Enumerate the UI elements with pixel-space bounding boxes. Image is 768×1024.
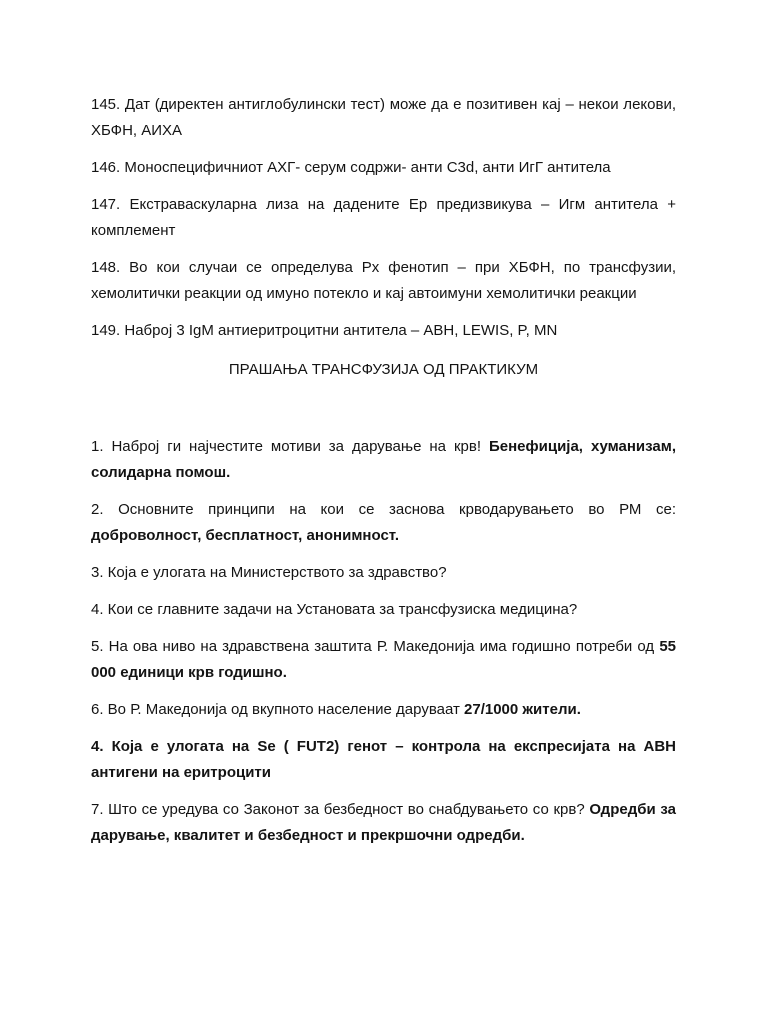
question-1	[91, 434, 676, 486]
item-146	[91, 155, 676, 181]
question-answer: 4. Која е улогата на Se ( FUT2) генот – контрола на експресијата на ABH антигени на еритроцити	[91, 738, 676, 781]
item-145	[91, 92, 676, 144]
question-text: 6. Во Р. Македонија од вкупното население даруваат	[91, 701, 465, 718]
document-page	[91, 92, 676, 860]
section-heading: ПРАШАЊА ТРАНСФУЗИЈА ОД ПРАКТИКУМ	[228, 361, 539, 378]
question-text: 7. Што се уредува со Законот за безбедност во снабдувањето со крв?	[91, 801, 590, 818]
question-7	[91, 797, 676, 849]
item-text: 148. Во кои случаи се определува Рх фенотип – при ХБФН, по трансфузии, хемолитички реакции од имуно потекло и кај автоимуни хемолитички реакции	[91, 259, 676, 302]
question-answer: 55 000 единици крв годишно.	[91, 638, 676, 681]
question-6	[91, 697, 676, 723]
question-answer: Одредби за дарување, квалитет и безбедност и прекршочни одредби.	[91, 801, 676, 844]
question-text: 2. Основните принципи на кои се заснова крводарувањето во РМ се:	[91, 501, 676, 518]
question-answer: Бенефиција, хуманизам, солидарна помош.	[91, 438, 676, 481]
item-text: 147. Екстраваскуларна лиза на дадените Ер предизвикува – Игм антитела + комплемент	[91, 196, 676, 239]
item-149	[91, 318, 676, 344]
item-text: 145. Дат (директен антиглобулински тест) може да е позитивен кај – некои лекови, ХБФН, АИХА	[91, 96, 676, 139]
question-text: 4. Кои се главните задачи на Установата за трансфузиска медицина?	[91, 601, 578, 618]
question-text: 3. Која е улогата на Министерството за здравство?	[91, 564, 447, 581]
question-2	[91, 497, 676, 549]
item-text: 149. Наброј 3 IgM антиеритроцитни антитела – ABH, LEWIS, P, MN	[91, 322, 558, 339]
question-fut2	[91, 734, 676, 786]
question-answer: 27/1000 жители.	[464, 701, 581, 718]
item-148	[91, 255, 676, 307]
question-5	[91, 634, 676, 686]
question-text: 1. Наброј ги најчестите мотиви за дарување на крв!	[91, 438, 489, 455]
question-answer: доброволност, бесплатност, анонимност.	[91, 527, 399, 544]
item-text: 146. Моноспецифичниот АХГ- серум содржи- анти C3d, анти ИгГ антитела	[91, 159, 611, 176]
question-text: 5. На ова ниво на здравствена заштита Р. Македонија има годишно потреби од	[91, 638, 660, 655]
question-3	[91, 560, 676, 586]
item-147	[91, 192, 676, 244]
question-4	[91, 597, 676, 623]
